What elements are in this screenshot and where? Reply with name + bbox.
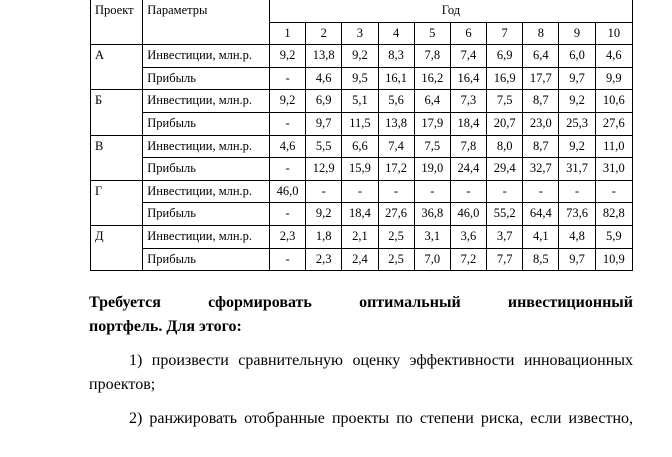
profit-cell: 20,7 (487, 112, 523, 135)
year-cell: 4 (378, 22, 414, 45)
project-name: В (91, 135, 143, 180)
investment-cell: 4,1 (523, 225, 559, 248)
year-cell: 2 (306, 22, 342, 45)
investment-cell: 1,8 (306, 225, 342, 248)
profit-cell: 7,0 (414, 248, 450, 271)
task-item1-line2: проектов; (89, 376, 156, 393)
investment-cell: - (306, 180, 342, 203)
profit-cell: 11,5 (342, 112, 378, 135)
profit-cell: 4,6 (306, 67, 342, 90)
profit-cell: 25,3 (559, 112, 595, 135)
profit-cell: 46,0 (450, 203, 486, 226)
investment-cell: 11,0 (595, 135, 632, 158)
investment-cell: 7,4 (378, 135, 414, 158)
year-cell: 6 (450, 22, 486, 45)
param-label: Прибыль (143, 67, 270, 90)
investment-cell: 5,5 (306, 135, 342, 158)
param-label: Инвестиции, млн.р. (143, 180, 270, 203)
param-label: Инвестиции, млн.р. (143, 135, 270, 158)
profit-cell: 16,9 (487, 67, 523, 90)
profit-cell: 18,4 (450, 112, 486, 135)
investment-cell: 8,7 (523, 135, 559, 158)
investment-cell: 4,6 (595, 45, 632, 68)
year-cell: 9 (559, 22, 595, 45)
investment-cell: 6,6 (342, 135, 378, 158)
profit-cell: 2,4 (342, 248, 378, 271)
param-label: Прибыль (143, 248, 270, 271)
profit-cell: 31,0 (595, 158, 632, 181)
profit-cell: 17,7 (523, 67, 559, 90)
profit-cell: 9,7 (306, 112, 342, 135)
investment-cell: 6,0 (559, 45, 595, 68)
table-row (91, 158, 633, 181)
year-cell: 7 (487, 22, 523, 45)
investment-cell: 8,7 (523, 90, 559, 113)
profit-cell: 16,1 (378, 67, 414, 90)
profit-cell: 24,4 (450, 158, 486, 181)
task-item2-line1: 2) ранжировать отобранные проекты по степени риска, если известно, (129, 410, 633, 427)
investment-cell: 46,0 (269, 180, 305, 203)
investment-cell: 3,1 (414, 225, 450, 248)
table-row (91, 225, 633, 248)
profit-cell: 17,2 (378, 158, 414, 181)
project-name: Г (91, 180, 143, 225)
investment-cell: 5,1 (342, 90, 378, 113)
profit-cell: 2,3 (306, 248, 342, 271)
investment-cell: 2,3 (269, 225, 305, 248)
param-label: Инвестиции, млн.р. (143, 225, 270, 248)
profit-cell: 7,7 (487, 248, 523, 271)
profit-cell: 17,9 (414, 112, 450, 135)
profit-cell: 27,6 (378, 203, 414, 226)
profit-cell: - (269, 67, 305, 90)
year-cell: 5 (414, 22, 450, 45)
investment-cell: 3,6 (450, 225, 486, 248)
investment-cell: 3,7 (487, 225, 523, 248)
profit-cell: 23,0 (523, 112, 559, 135)
investment-cell: - (523, 180, 559, 203)
investment-cell: 5,9 (595, 225, 632, 248)
investment-cell: 9,2 (269, 90, 305, 113)
profit-cell: 16,2 (414, 67, 450, 90)
profit-cell: 10,9 (595, 248, 632, 271)
investment-cell: 13,8 (306, 45, 342, 68)
profit-cell: 16,4 (450, 67, 486, 90)
profit-cell: 55,2 (487, 203, 523, 226)
investment-cell: 7,4 (450, 45, 486, 68)
profit-cell: 15,9 (342, 158, 378, 181)
investment-cell: 9,2 (559, 90, 595, 113)
profit-cell: 64,4 (523, 203, 559, 226)
profit-cell: 29,4 (487, 158, 523, 181)
profit-cell: 12,9 (306, 158, 342, 181)
profit-cell: 2,5 (378, 248, 414, 271)
project-name: Д (91, 225, 143, 270)
year-cell: 1 (269, 22, 305, 45)
profit-cell: 31,7 (559, 158, 595, 181)
profit-cell: 9,2 (306, 203, 342, 226)
investment-cell: 7,5 (487, 90, 523, 113)
investment-cell: 7,8 (414, 45, 450, 68)
investment-cell: - (414, 180, 450, 203)
table-row (91, 45, 633, 68)
investment-cell: 2,5 (378, 225, 414, 248)
header-params: Параметры (143, 0, 270, 45)
param-label: Прибыль (143, 203, 270, 226)
profit-cell: 13,8 (378, 112, 414, 135)
profit-cell: 36,8 (414, 203, 450, 226)
investment-cell: 2,1 (342, 225, 378, 248)
investment-cell: - (559, 180, 595, 203)
investment-cell: 6,9 (306, 90, 342, 113)
profit-cell: - (269, 158, 305, 181)
table-row (91, 180, 633, 203)
profit-cell: 8,5 (523, 248, 559, 271)
investment-cell: - (487, 180, 523, 203)
investment-cell: 8,0 (487, 135, 523, 158)
project-name: А (91, 45, 143, 90)
param-label: Инвестиции, млн.р. (143, 90, 270, 113)
profit-cell: 9,5 (342, 67, 378, 90)
investment-table (90, 0, 633, 271)
profit-cell: 82,8 (595, 203, 632, 226)
investment-cell: - (450, 180, 486, 203)
table-row (91, 67, 633, 90)
investment-cell: 7,3 (450, 90, 486, 113)
profit-cell: 73,6 (559, 203, 595, 226)
investment-cell: 6,4 (523, 45, 559, 68)
year-cell: 8 (523, 22, 559, 45)
header-project: Проект (91, 0, 143, 45)
investment-cell: - (342, 180, 378, 203)
table-row (91, 112, 633, 135)
profit-cell: 7,2 (450, 248, 486, 271)
profit-cell: 18,4 (342, 203, 378, 226)
investment-cell: 7,5 (414, 135, 450, 158)
profit-cell: 27,6 (595, 112, 632, 135)
table-header-row (91, 0, 633, 22)
investment-cell: 7,8 (450, 135, 486, 158)
investment-cell: 4,8 (559, 225, 595, 248)
project-name: Б (91, 90, 143, 135)
investment-cell: - (378, 180, 414, 203)
param-label: Прибыль (143, 112, 270, 135)
investment-cell: 8,3 (378, 45, 414, 68)
profit-cell: 9,7 (559, 67, 595, 90)
investment-cell: 5,6 (378, 90, 414, 113)
profit-cell: - (269, 112, 305, 135)
task-heading-line1: Требуется сформировать оптимальный инвестиционный (89, 294, 633, 311)
investment-cell: 4,6 (269, 135, 305, 158)
profit-cell: 9,7 (559, 248, 595, 271)
investment-cell: 9,2 (269, 45, 305, 68)
profit-cell: 19,0 (414, 158, 450, 181)
table-row (91, 248, 633, 271)
profit-cell: - (269, 203, 305, 226)
investment-cell: 9,2 (342, 45, 378, 68)
investment-cell: - (595, 180, 632, 203)
param-label: Инвестиции, млн.р. (143, 45, 270, 68)
investment-cell: 9,2 (559, 135, 595, 158)
profit-cell: 9,9 (595, 67, 632, 90)
task-heading-line2: портфель. Для этого: (89, 318, 242, 335)
table-row (91, 90, 633, 113)
profit-cell: - (269, 248, 305, 271)
task-item1-line1: 1) произвести сравнительную оценку эффективности инновационных (129, 352, 633, 369)
table-body (91, 0, 633, 271)
param-label: Прибыль (143, 158, 270, 181)
table-row (91, 135, 633, 158)
investment-cell: 10,6 (595, 90, 632, 113)
year-cell: 3 (342, 22, 378, 45)
investment-cell: 6,9 (487, 45, 523, 68)
header-year: Год (269, 0, 632, 22)
investment-cell: 6,4 (414, 90, 450, 113)
profit-cell: 32,7 (523, 158, 559, 181)
year-cell: 10 (595, 22, 632, 45)
table-row (91, 203, 633, 226)
